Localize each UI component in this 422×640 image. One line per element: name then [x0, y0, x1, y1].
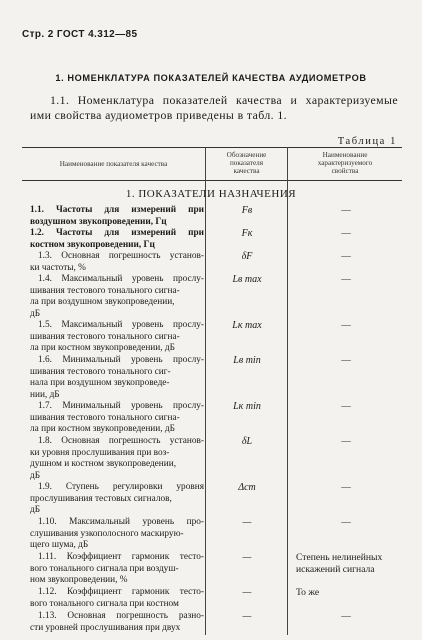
- intro-paragraph: [30, 93, 398, 123]
- row-symbol: Δст: [238, 482, 256, 493]
- row-symbol: —: [242, 611, 252, 622]
- row-property: Степень нелинейных искажений сигнала: [296, 552, 383, 575]
- row-symbol: Lк min: [233, 401, 261, 412]
- row-property: —: [341, 274, 351, 285]
- header-symbol-column: Обозначение показателя качества: [226, 151, 267, 175]
- intro-line-2: ими свойства аудиометров приведены в табл. 1.: [30, 108, 287, 122]
- table-header-rule: [22, 180, 402, 181]
- row-symbol: —: [242, 517, 252, 528]
- row-property: —: [341, 251, 351, 262]
- row-property: —: [341, 401, 351, 412]
- row-property: —: [341, 205, 351, 216]
- intro-line-1: 1.1. Номенклатура показателей качества и характеризуемые: [50, 93, 398, 107]
- row-symbol: Fв: [241, 205, 253, 216]
- row-symbol: Fк: [241, 228, 253, 239]
- row-symbol: —: [242, 587, 252, 598]
- row-property: —: [341, 482, 351, 493]
- row-property: —: [341, 436, 351, 447]
- row-symbol: —: [242, 552, 252, 563]
- row-symbol: δL: [241, 436, 253, 447]
- row-property: То же: [296, 587, 320, 598]
- table-column-divider-2: [287, 147, 288, 635]
- row-property: —: [341, 228, 351, 239]
- table-label: Таблица 1: [337, 136, 397, 147]
- row-property: —: [341, 320, 351, 331]
- group-title: 1. ПОКАЗАТЕЛИ НАЗНАЧЕНИЯ: [125, 188, 297, 200]
- table-top-rule: [22, 147, 402, 148]
- table-column-divider-1: [205, 147, 206, 635]
- row-symbol: Lв min: [233, 355, 261, 366]
- row-symbol: Lв max: [232, 274, 262, 285]
- row-symbol: Lк max: [232, 320, 262, 331]
- row-property: —: [341, 517, 351, 528]
- row-property: —: [341, 611, 351, 622]
- header-name-column: Наименование показателя качества: [59, 160, 168, 168]
- section-title: 1. НОМЕНКЛАТУРА ПОКАЗАТЕЛЕЙ КАЧЕСТВА АУДИОМЕТРОВ: [55, 73, 367, 83]
- row-property: —: [341, 355, 351, 366]
- page-header: Стр. 2 ГОСТ 4.312—85: [22, 29, 138, 40]
- header-property-column: Наименование характеризуемого свойства: [317, 151, 373, 175]
- row-symbol: δF: [241, 251, 253, 262]
